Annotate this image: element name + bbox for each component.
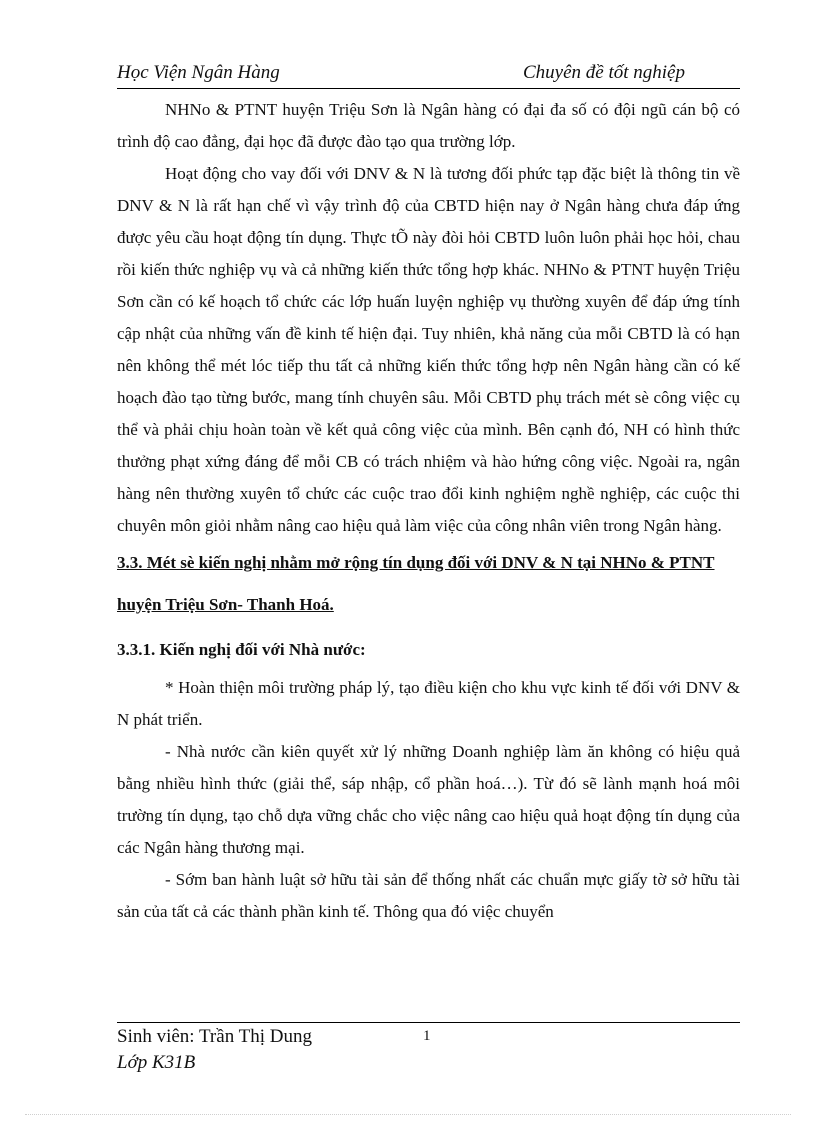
subsection-heading: 3.3.1. Kiến nghị đối với Nhà nước:	[117, 640, 366, 659]
paragraph-staff-qualification: NHNo & PTNT huyện Triệu Sơn là Ngân hàng có đại đa số có đội ngũ cán bộ có trình độ cao đẳng, đại học đã được đào tạo qua trường lớp.	[117, 100, 740, 151]
footer-class: Lớp K31B	[117, 1052, 196, 1073]
page-header	[117, 60, 740, 89]
paragraph-training: Hoạt động cho vay đối với DNV & N là tương đối phức tạp đặc biệt là thông tin về DNV & N là rất hạn chế vì vậy trình độ của CBTD hiện nay ở Ngân hàng chưa đáp ứng được yêu cầu hoạt động tín dụng. Thực tÕ này đòi hỏi CBTD luôn luôn phải học hỏi, chau rồi kiến thức nghiệp vụ và cả những kiến thức tổng hợp khác. NHNo & PTNT huyện Triệu Sơn cần có kế hoạch tổ chức các lớp huấn luyện nghiệp vụ thường xuyên để đáp ứng tính cập nhật của những vấn đề kinh tế hiện đại. Tuy nhiên, khả năng của mỗi CBTD là có hạn nên không thể mét lóc tiếp thu tất cả những kiến thức tổng hợp nên Ngân hàng cần có kế hoạch đào tạo từng bước, mang tính chuyên sâu. Mỗi CBTD phụ trách mét sè công việc cụ thể và phải chịu hoàn toàn về kết quả công việc của mình. Bên cạnh đó, NH có hình thức thưởng phạt xứng đáng để mỗi CB có trách nhiệm và hào hứng công việc. Ngoài ra, ngân hàng nên thường xuyên tổ chức các cuộc trao đổi kinh nghiệm nghề nghiệp, các cuộc thi chuyên môn giỏi nhằm nâng cao hiệu quả làm việc của công nhân viên trong Ngân hàng.	[117, 164, 740, 535]
footer-divider	[117, 1022, 740, 1023]
paragraph-legal-environment: * Hoàn thiện môi trường pháp lý, tạo điều kiện cho khu vực kinh tế đối với DNV & N phát triển.	[117, 678, 740, 729]
header-document-type: Chuyên đề tốt nghiệp	[523, 62, 685, 83]
document-body	[117, 94, 740, 928]
footer-student-name: Sinh viên: Trần Thị Dung	[117, 1026, 312, 1047]
page-number: 1	[423, 1028, 431, 1044]
section-heading: 3.3. Mét sè kiến nghị nhằm mở rộng tín dụng đối với DNV & N tại NHNo & PTNT huyện Triệu Sơn- Thanh Hoá.	[117, 553, 715, 614]
header-institution: Học Viện Ngân Hàng	[117, 62, 280, 83]
paragraph-property-law: - Sớm ban hành luật sở hữu tài sản để thống nhất các chuẩn mực giấy tờ sở hữu tài sản của tất cả các thành phần kinh tế. Thông qua đó việc chuyển	[117, 870, 740, 921]
paragraph-enterprise-handling: - Nhà nước cần kiên quyết xử lý những Doanh nghiệp làm ăn không có hiệu quả bằng nhiều hình thức (giải thể, sáp nhập, cổ phần hoá…). Từ đó sẽ lành mạnh hoá môi trường tín dụng, tạo chỗ dựa vững chắc cho việc nâng cao hiệu quả hoạt động tín dụng của các Ngân hàng thương mại.	[117, 742, 740, 857]
page-bottom-border	[25, 1114, 791, 1115]
